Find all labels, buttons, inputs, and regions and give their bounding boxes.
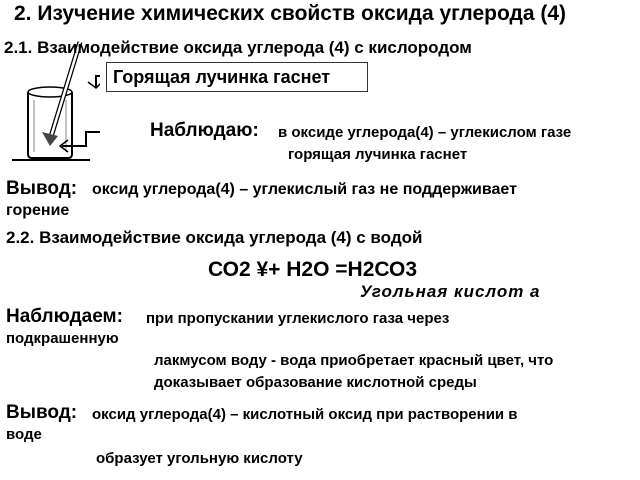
conclusion2-line3: образует угольную кислоту <box>96 450 303 467</box>
splint-callout: Горящая лучинка гаснет <box>106 62 368 92</box>
observation1-label: Наблюдаю: <box>150 120 259 141</box>
conclusion2-line2: воде <box>6 426 42 443</box>
observation2-line3: лакмусом воду - вода приобретает красный цвет, что <box>154 352 554 369</box>
section2-heading: 2.2. Взаимодействие оксида углерода (4) с водой <box>6 228 423 247</box>
section1-heading: 2.1. Взаимодействие оксида углерода (4) с кислородом <box>4 38 472 57</box>
product-label: Угольная кислот а <box>360 282 541 301</box>
conclusion1-line2: горение <box>6 202 70 219</box>
observation1-line2: горящая лучинка гаснет <box>288 146 468 163</box>
observation2-line1: при пропускании углекислого газа через <box>146 310 450 327</box>
conclusion2-line1: оксид углерода(4) – кислотный оксид при растворении в <box>92 406 518 423</box>
observation1-line1: в оксиде углерода(4) – углекислом газе <box>278 124 572 141</box>
observation2-line2: подкрашенную <box>6 330 119 347</box>
conclusion1-line1: оксид углерода(4) – углекислый газ не поддерживает <box>92 181 517 198</box>
observation2-line4: доказывает образование кислотной среды <box>154 374 477 391</box>
reaction-equation: СО2 ¥+ Н2О =Н2СО3 <box>208 258 418 281</box>
conclusion2-label: Вывод: <box>6 402 78 423</box>
page-title: 2. Изучение химических свойств оксида углерода (4) <box>14 2 567 25</box>
observation2-label: Наблюдаем: <box>6 306 123 327</box>
conclusion1-label: Вывод: <box>6 178 78 199</box>
